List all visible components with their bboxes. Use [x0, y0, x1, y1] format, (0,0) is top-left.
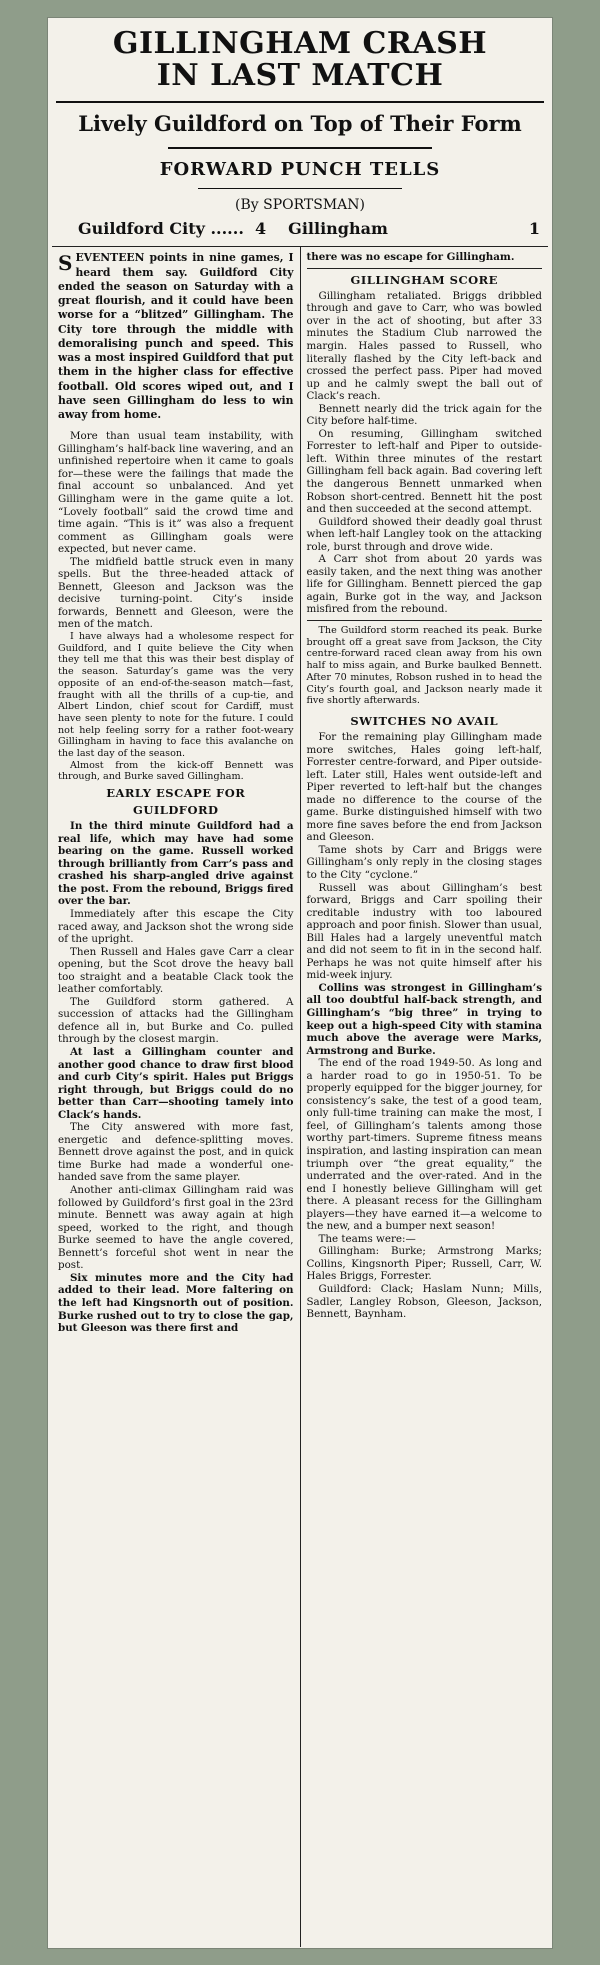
article-columns — [52, 246, 548, 1947]
divider — [307, 620, 543, 621]
rule — [198, 188, 402, 189]
paragraph: Six minutes more and the City had added to their lead. More faltering on the left had Kingsnorth out of position. Burke rushed out to try to close the gap, but Gleeson was there first and — [58, 1271, 294, 1335]
subheading: GILLINGHAM SCORE — [350, 272, 498, 287]
paragraph: The Guildford storm reached its peak. Burke brought off a great save from Jackson, the City centre-forward raced clean away from his own half to miss again, and Burke baulked Bennett. After 70 minutes, Robson rushed in to head the City’s fourth goal, and Jackson nearly made it five shortly afterwards. — [306, 625, 542, 707]
paragraph: Guildford showed their deadly goal thrust when left-half Langley took on the attacking role, burst through and drove wide. — [306, 515, 542, 553]
paragraph: The City answered with more fast, energetic and defence-splitting moves. Bennett drove against the post, and in quick time Burke had made a wonderful one-handed save from the same player. — [58, 1121, 294, 1184]
subheading: GUILDFORD — [133, 803, 219, 818]
paragraph: The teams were:— — [318, 1232, 416, 1245]
subheading: SWITCHES NO AVAIL — [350, 713, 499, 728]
paragraph: Gillingham: Burke; Armstrong Marks; Collins, Kingsnorth Piper; Russell, Carr, W. Hales Briggs, Forrester. — [306, 1245, 542, 1283]
paragraph: Russell was about Gillingham’s best forward, Briggs and Carr spoiling their creditable industry with too laboured approach and poor finish. Slower than usual, Bill Hales had a largely uneventful match and did not seem to fit in in the second half. Perhaps he was not quite himself after his mid-week injury. — [306, 881, 542, 982]
rule — [56, 101, 544, 103]
intro-paragraph: SEVENTEEN points in nine games, I heard them say. Guildford City ended the season on Saturday with a great flourish, and it could have been worse for a “blitzed” Gillingham. The City tore through the middle with demoralising punch and speed. This was a most inspired Guildford that put them in the higher class for effective football. Old scores wiped out, and I have seen Gillingham do less to win away from home. — [58, 251, 294, 421]
home-goals: 4 — [255, 219, 267, 239]
paragraph: Almost from the kick-off Bennett was through, and Burke saved Gillingham. — [58, 759, 294, 783]
rule — [168, 147, 432, 149]
right-column — [301, 247, 549, 1947]
paragraph: More than usual team instability, with Gillingham’s half-back line wavering, and an unfinished repertoire when it came to goals for—these were the failings that made the final account so unbalanced. And yet Gillingham were in the game quite a lot. “Lovely football” said the crowd time and time again. “This is it” was also a frequent comment as Gillingham goals were expected, but never came. — [58, 430, 294, 556]
paragraph: Then Russell and Hales gave Carr a clear opening, but the Scot drove the heavy ball too straight and a beatable Clack took the leather comfortably. — [58, 945, 294, 996]
subheading: EARLY ESCAPE FOR — [106, 786, 246, 801]
left-column — [52, 247, 301, 1947]
score-line — [78, 219, 540, 238]
paragraph: Immediately after this escape the City raced away, and Jackson shot the wrong side of the upright. — [58, 908, 294, 946]
paragraph: I have always had a wholesome respect for Guildford, and I quite believe the City when they tell me that this was their best display of the season. Saturday’s game was the very opposite of an end-of-the-season match—fast, fraught with all the thrills of a cup-tie, and Albert Lindon, chief scout for Cardiff, must have seen plenty to note for the future. I could not help feeling sorry for a rather foot-weary Gillingham in having to face this avalanche on the last day of the season. — [58, 631, 294, 760]
headline-line-2: IN LAST MATCH — [156, 57, 444, 93]
paragraph: Guildford: Clack; Haslam Nunn; Mills, Sadler, Langley Robson, Gleeson, Jackson, Bennett, Baynham. — [306, 1283, 542, 1321]
deck: FORWARD PUNCH TELLS — [159, 159, 441, 181]
paragraph: The midfield battle struck even in many spells. But the three-headed attack of Bennett, Gleeson and Jackson was the decisive turning-point. City’s inside forwards, Bennett and Gleeson, were the men of the match. — [58, 555, 294, 631]
home-team: Guildford City — [78, 219, 205, 239]
away-goals: 1 — [528, 219, 540, 239]
headline — [56, 28, 544, 91]
paragraph: For the remaining play Gillingham made more switches, Hales going left-half, Forrester centre-forward, and Piper outside-left. Later still, Hales went outside-left and Piper reverted to left-half but the changes made no difference to the course of the game. Burke distinguished himself with two more fine saves before the end from Jackson and Gleeson. — [306, 730, 542, 844]
divider — [307, 268, 543, 269]
paragraph: The Guildford storm gathered. A succession of attacks had the Gillingham defence all in, but Burke and Co. pulled through by the closest margin. — [58, 995, 294, 1046]
paragraph: At last a Gillingham counter and another good chance to draw first blood and curb City’s spirit. Hales put Briggs right through, but Briggs could do no better than Carr—shooting tamely into Clack’s hands. — [58, 1046, 294, 1121]
subheadline: Lively Guildford on Top of Their Form — [78, 111, 522, 136]
newspaper-clipping — [48, 18, 552, 1948]
paragraph: Tame shots by Carr and Briggs were Gillingham’s only reply in the closing stages to the City “cyclone.” — [306, 843, 542, 881]
paragraph: Collins was strongest in Gillingham’s all too doubtful half-back strength, and Gillingham’s “big three” in trying to keep out a high-speed City with stamina much above the average were Marks, Armstrong and Burke. — [306, 981, 542, 1057]
paragraph: In the third minute Guildford had a real life, which may have had some bearing on the game. Russell worked through brilliantly from Carr’s pass and crashed his sharp-angled drive against the post. From the rebound, Briggs fired over the bar. — [58, 820, 294, 908]
away-team: Gillingham — [288, 219, 388, 239]
drop-cap: S — [58, 251, 73, 276]
score-dots: ...... — [210, 219, 244, 239]
paragraph: Gillingham retaliated. Briggs dribbled through and gave to Carr, who was bowled over in the act of shooting, but after 33 minutes the Stadium Club narrowed the margin. Hales passed to Russell, who literally flashed by the City left-back and crossed the perfect pass. Piper had moved up and he calmly swept the ball out of Clack’s reach. — [306, 289, 542, 403]
paragraph: there was no escape for Gillingham. — [306, 251, 515, 264]
byline: (By SPORTSMAN) — [235, 197, 365, 214]
paragraph: Bennett nearly did the trick again for the City before half-time. — [306, 402, 542, 428]
paragraph: The end of the road 1949-50. As long and a harder road to go in 1950-51. To be properly equipped for the bigger journey, for consistency’s sake, the test of a good team, only full-time training can make the most, I feel, of Gillingham’s talents among those worthy part-timers. Supreme fitness means inspiration, and lasting inspiration can mean triumph over “the great equality,” the underrated and the over-rated. And in the end I honestly believe Gillingham will get there. A pleasant recess for the Gillingham players—they have earned it—a welcome to the new, and a bumper next season! — [306, 1057, 542, 1233]
paragraph: Another anti-climax Gillingham raid was followed by Guildford’s first goal in the 23rd minute. Bennett was away again at high speed, worked to the right, and though Burke seemed to have the angle covered, Bennett’s forceful shot went in near the post. — [58, 1184, 294, 1272]
paragraph: A Carr shot from about 20 yards was easily taken, and the next thing was another life for Gillingham. Bennett pierced the gap again, Burke got in the way, and Jackson misfired from the rebound. — [306, 553, 542, 616]
paragraph: On resuming, Gillingham switched Forrester to left-half and Piper to outside-left. Within three minutes of the restart Gillingham fell back again. Bad covering left the dangerous Bennett unmarked when Robson short-centred. Bennett hit the post and then succeeded at the second attempt. — [306, 427, 542, 516]
headline-line-1: GILLINGHAM CRASH — [112, 26, 488, 61]
